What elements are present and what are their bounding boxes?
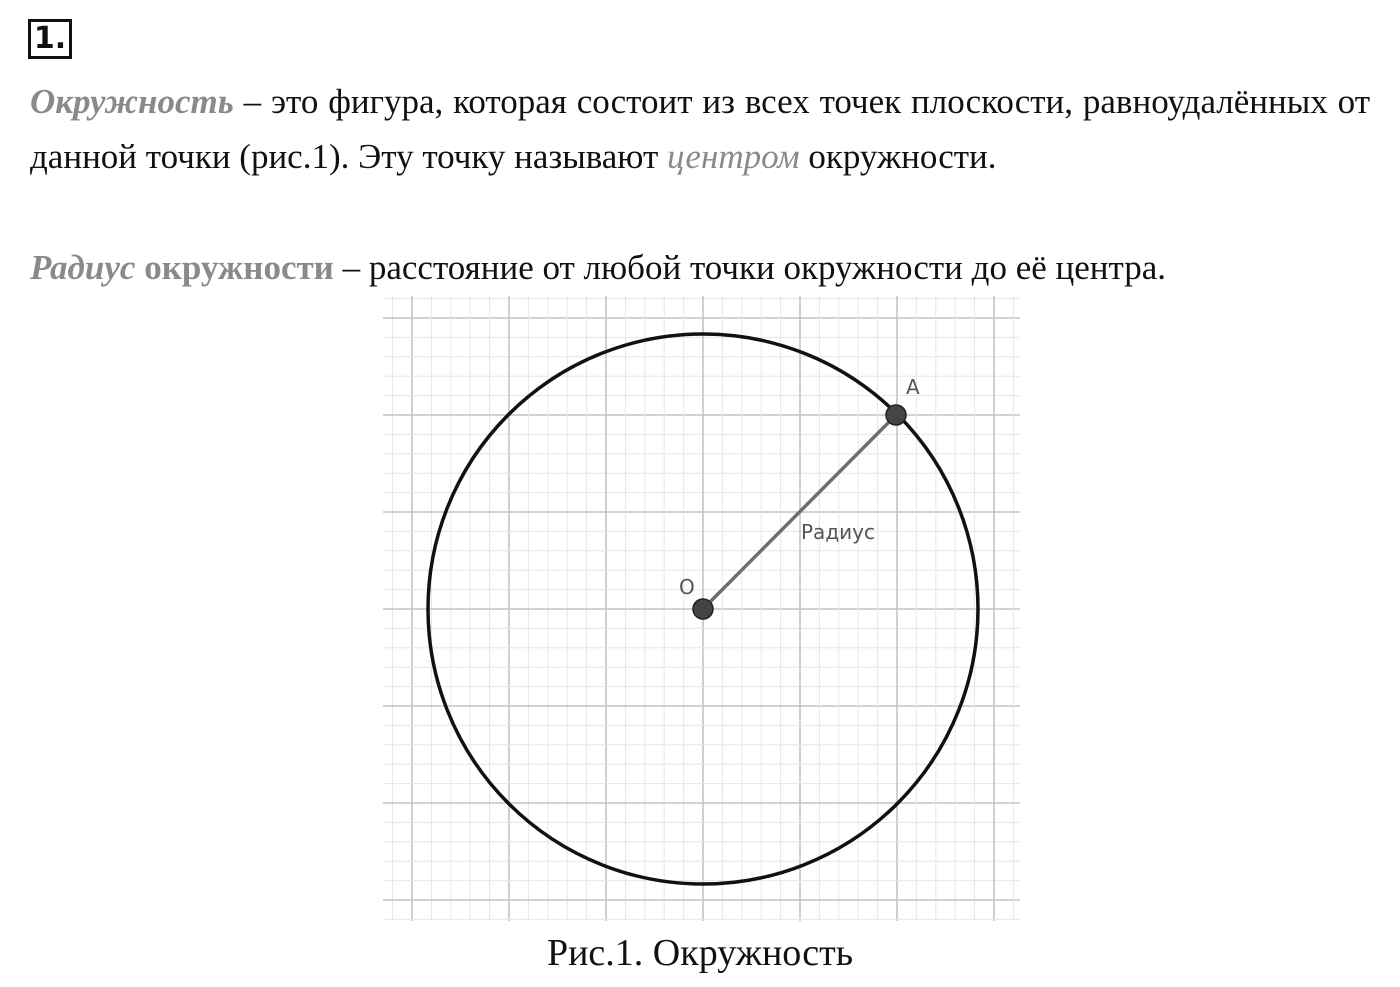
circle-definition-text: – это фигура, которая состоит из всех точек плоскости, равноудалённых от данной точки (рис.1). Эту точку называют: [30, 82, 1370, 176]
task-number: 1.: [28, 19, 72, 59]
figure-caption: Рис.1. Окружность: [546, 932, 854, 974]
radius-term-bold: окружности: [135, 248, 334, 287]
point-a-label: A: [906, 375, 920, 399]
circle-term: Окружность: [30, 82, 234, 121]
radius-definition-text: – расстояние от любой точки окружности до её центра.: [333, 248, 1167, 287]
center-label: O: [679, 575, 695, 599]
circle-definition-tail: окружности.: [799, 137, 997, 176]
radius-label: Радиус: [801, 520, 875, 544]
center-term: центром: [667, 137, 800, 176]
center-point: [693, 599, 713, 619]
point-a: [886, 405, 906, 425]
radius-term-italic: Радиус: [30, 248, 136, 287]
